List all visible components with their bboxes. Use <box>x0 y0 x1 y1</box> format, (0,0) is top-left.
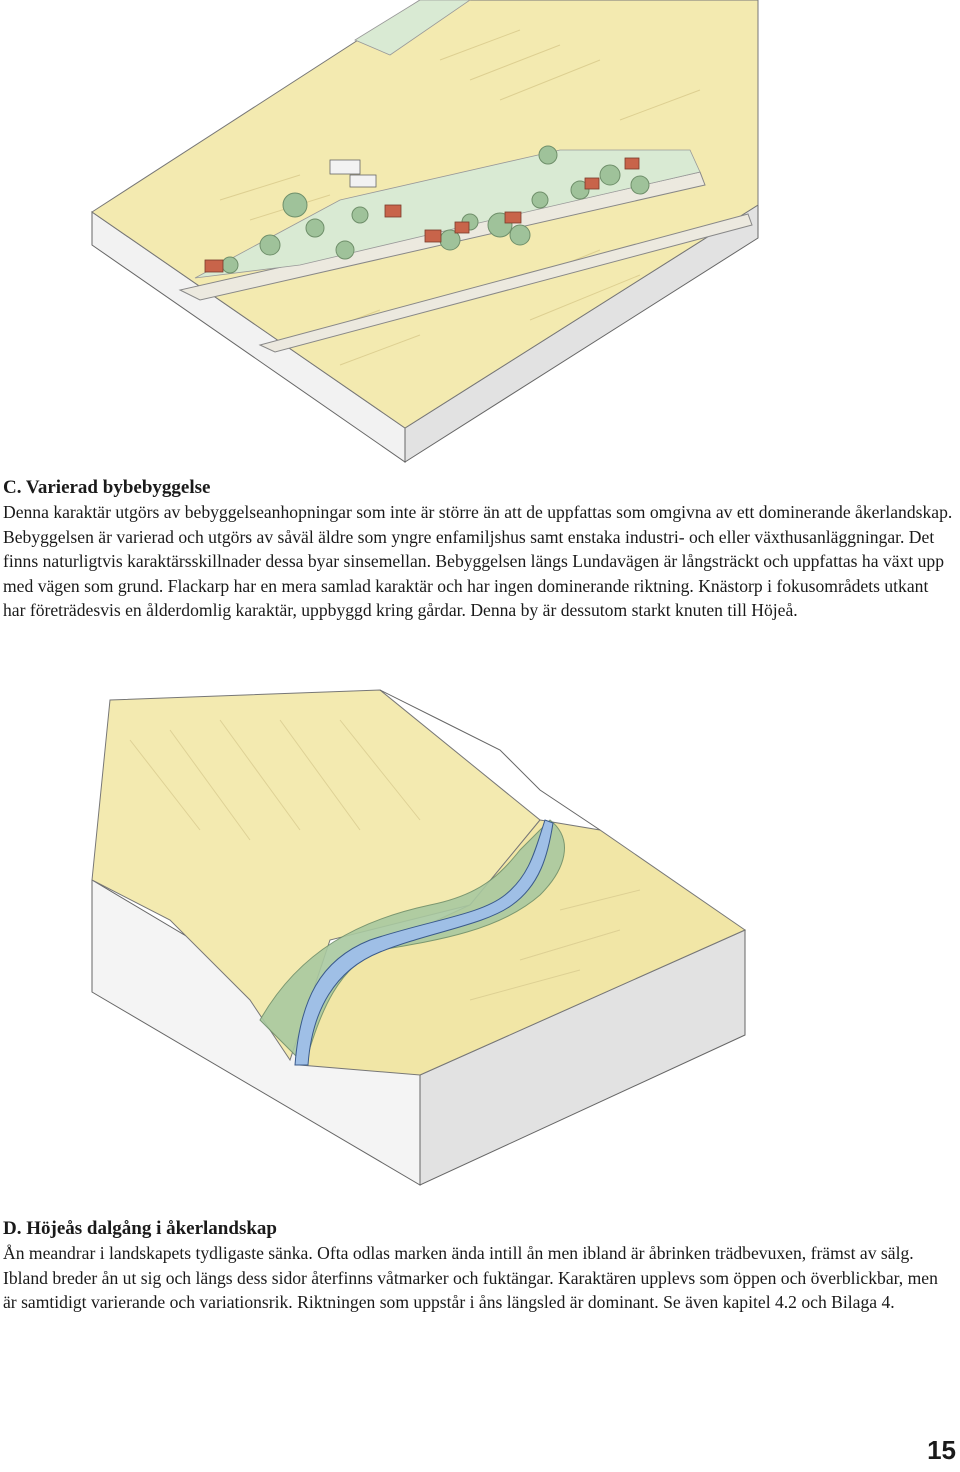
river-valley-block-diagram-illustration <box>0 680 960 1200</box>
section-title: D. Höjeås dalgång i åkerlandskap <box>3 1218 277 1239</box>
section-title: C. Varierad bybebyggelse <box>3 477 211 498</box>
section-hojeas-dalgang <box>3 1217 953 1315</box>
section-body: Denna karaktär utgörs av bebyggelseanhopningar som inte är större än att de uppfattas som omgivna av ett dominerande åkerlandskap. Bebyggelsen är varierad och utgörs av såväl äldre som yngre enfamiljshus samt enstaka industri- och eller växthusanläggningar. Det finns naturligtvis karaktärsskillnader dessa byar sinsemellan. Bebyggelsen längs Lundavägen är långsträckt och uppfattas ha växt upp med vägen som grund. Flackarp har en mera samlad karaktär och har ingen dominerande riktning. Knästorp i fokusområdets utkant har företrädesvis en ålderdomlig karaktär, uppbyggd kring gårdar. Denna by är dessutom starkt knuten till Höjeå. <box>3 502 953 621</box>
section-body: Ån meandrar i landskapets tydligaste sänka. Ofta odlas marken ända intill ån men ibland är åbrinken trädbevuxen, främst av sälg. Ibland breder ån ut sig och längs dess sidor återfinns våtmarker och fuktängar. Karaktären upplevs som öppen och överblickbar, men är samtidigt varierande och variationsrik. Riktningen som uppstår i åns längsled är dominant. Se även kapitel 4.2 och Bilaga 4. <box>3 1243 938 1313</box>
section-varierad-bybebyggelse <box>3 476 953 623</box>
village-block-diagram-illustration <box>0 0 960 470</box>
page-number: 15 <box>927 1435 956 1465</box>
